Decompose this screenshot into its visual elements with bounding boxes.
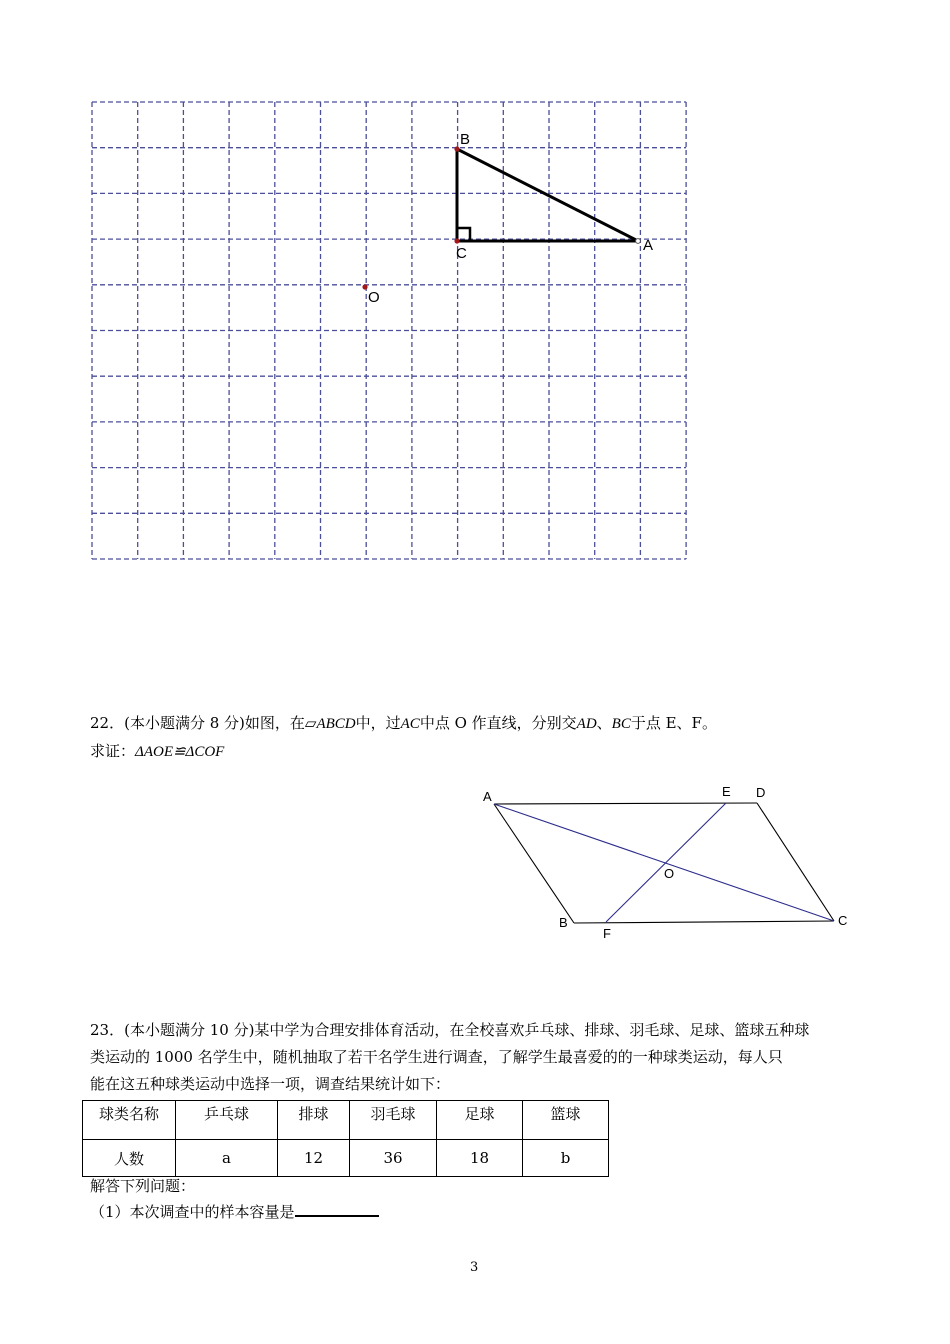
table-cell: b — [523, 1140, 609, 1177]
side-cb — [574, 921, 834, 923]
label-b: B — [460, 131, 471, 148]
table-header-row — [83, 1101, 609, 1140]
diagonal-ac — [494, 804, 834, 921]
fig-label-o: O — [664, 866, 675, 881]
fig-label-c: C — [838, 913, 848, 928]
fig-label-b: B — [559, 915, 568, 930]
line-ef — [606, 803, 726, 922]
q23-line3: 能在这五种球类运动中选择一项，调查结果统计如下： — [90, 1075, 451, 1093]
table-cell: a — [176, 1140, 278, 1177]
table-cell: 18 — [437, 1140, 523, 1177]
figure-name: ABCD — [316, 716, 356, 732]
answer-intro: 解答下列问题： — [90, 1177, 196, 1195]
q23-line1: 23．(本小题满分 10 分)某中学为合理安排体育活动，在全校喜欢乒乓球、排球、羽毛球、足球、篮球五种球 — [90, 1021, 810, 1039]
table-cell: 球类名称 — [83, 1101, 176, 1140]
sub-question-1: （1）本次调查中的样本容量是 — [90, 1198, 379, 1225]
table-row — [83, 1140, 609, 1177]
q22-score: (本小题满分 8 分) — [124, 714, 245, 732]
fig-label-a: A — [483, 789, 492, 804]
fig-label-f: F — [603, 926, 611, 941]
survey-table — [82, 1100, 609, 1177]
answer-blank[interactable] — [295, 1198, 379, 1217]
side-dc — [757, 803, 834, 921]
table-cell: 羽毛球 — [350, 1101, 437, 1140]
q23-line2: 类运动的 1000 名学生中，随机抽取了若干名学生进行调查，了解学生最喜爱的的一种球类运动，每人只 — [90, 1048, 783, 1066]
label-o: O — [368, 289, 380, 306]
side-ba — [494, 804, 574, 923]
fig-label-d: D — [756, 785, 766, 800]
table-cell: 足球 — [437, 1101, 523, 1140]
side-ad — [494, 803, 757, 804]
parallelogram-symbol: ▱ — [304, 714, 317, 732]
table-cell: 12 — [278, 1140, 350, 1177]
table-cell: 人数 — [83, 1140, 176, 1177]
page-number: 3 — [470, 1260, 479, 1275]
prove-statement: ΔAOE≌ΔCOF — [135, 744, 225, 760]
label-c: C — [456, 245, 467, 262]
prove-label: 求证： — [90, 742, 136, 760]
table-cell: 乒乓球 — [176, 1101, 278, 1140]
fig-label-e: E — [722, 784, 731, 799]
table-cell: 篮球 — [523, 1101, 609, 1140]
table-cell: 排球 — [278, 1101, 350, 1140]
q22-line1: 22．(本小题满分 8 分)如图，在▱ABCD中，过AC中点 O 作直线，分别交AD、BC于点 E、F。 — [90, 714, 717, 732]
q22-number: 22． — [90, 714, 125, 732]
table-cell: 36 — [350, 1140, 437, 1177]
label-a: A — [643, 237, 654, 254]
